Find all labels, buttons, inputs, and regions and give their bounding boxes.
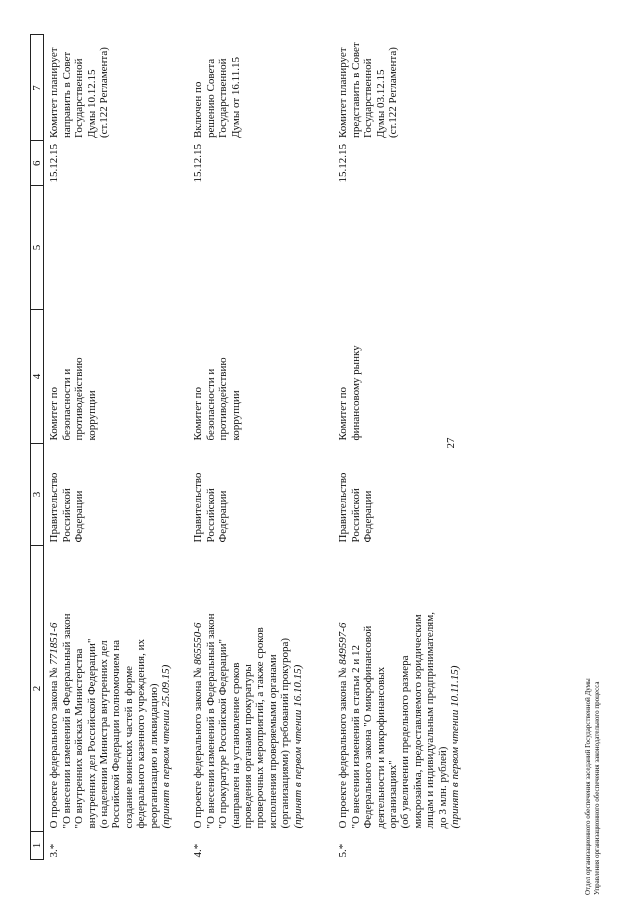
column-header: 7: [31, 35, 44, 141]
note-line: Включен по: [192, 81, 205, 138]
bill-number: 865550-6: [192, 622, 205, 665]
desc-line: "О внесении изменений в Федеральный закон: [60, 613, 73, 829]
committee-line: коррупции: [85, 390, 98, 441]
committee-line: безопасности и: [60, 368, 73, 441]
column-header: 1: [31, 832, 44, 860]
subject-cell: [188, 444, 333, 546]
committee-line: безопасности и: [204, 368, 217, 441]
column5-cell: [44, 186, 189, 310]
desc-line: лицам и индивидуальным предпринимателям,: [424, 612, 437, 829]
note-line: представить в Совет: [349, 42, 362, 138]
column-header: 2: [31, 546, 44, 832]
committee-line: финансовому рынку: [349, 345, 362, 441]
date-cell: 15.12.15: [48, 144, 61, 183]
desc-line: реорганизацию и ликвидацию): [147, 683, 160, 829]
bill-title-prefix: О проекте федерального закона №: [192, 667, 205, 829]
desc-line: проведения органами прокуратуры: [242, 664, 255, 829]
subject-line: Правительство: [337, 472, 350, 543]
table-row: [188, 35, 333, 860]
header-row: [31, 35, 44, 860]
bill-title-prefix: О проекте федерального закона №: [48, 667, 61, 829]
subject-line: Российской: [349, 488, 362, 543]
table-row: [44, 35, 189, 860]
column-header: 4: [31, 310, 44, 444]
column5-cell: [188, 186, 333, 310]
subject-cell: [333, 444, 477, 546]
desc-line: федерального казенного учреждения, их: [135, 639, 148, 829]
desc-line: "О внутренних войсках Министерства: [73, 648, 86, 829]
desc-line: до 3 млн. рублей): [436, 746, 449, 829]
date-cell: 15.12.15: [192, 144, 205, 183]
desc-line: исполнения проверяемыми органами: [266, 654, 279, 829]
desc-line: создание воинских частей в форме: [122, 665, 135, 829]
table-row: [333, 35, 477, 860]
footer-line: Управления организационного обеспечения законодательного процесса: [593, 681, 601, 895]
column-header: 3: [31, 444, 44, 546]
subject-line: Российской: [60, 488, 73, 543]
date-cell: 15.12.15: [337, 144, 350, 183]
committee-line: Комитет по: [192, 386, 205, 441]
note-line: Думы 03.12.15: [374, 69, 387, 138]
desc-line: организациях": [387, 760, 400, 829]
bill-description: [333, 546, 477, 832]
subject-line: Правительство: [192, 472, 205, 543]
desc-line: "О внесении изменений в Федеральный закон: [204, 613, 217, 829]
desc-line: (об увеличении предельного размера: [399, 655, 412, 829]
note-line: (ст.122 Регламента): [387, 47, 400, 138]
committee-line: противодействию: [73, 357, 86, 441]
committee-cell: [188, 310, 333, 444]
column5-cell: [333, 186, 477, 310]
desc-line: "О внесении изменений в статьи 2 и 12: [349, 644, 362, 829]
row-number: 4.*: [192, 843, 205, 858]
footer-line: Отдел организационного обеспечения заседаний Государственной Думы: [584, 678, 592, 895]
subject-line: Федерации: [362, 490, 375, 543]
row-number: 5.*: [337, 843, 350, 858]
subject-cell: [44, 444, 189, 546]
bill-status: (принят в первом чтении 16.10.15): [291, 664, 304, 829]
note-line: Государственной: [217, 58, 230, 138]
column-header: 6: [31, 141, 44, 186]
note-cell: [333, 35, 477, 141]
note-line: Комитет планирует: [337, 47, 350, 138]
note-line: направить в Совет: [60, 51, 73, 138]
subject-line: Федерации: [217, 490, 230, 543]
bill-number: 849597-6: [337, 622, 350, 665]
note-line: Государственной: [362, 58, 375, 138]
desc-line: Российской Федерации полномочием на: [110, 639, 123, 829]
committee-line: коррупции: [229, 390, 242, 441]
bill-description: [44, 546, 189, 832]
bills-table: [30, 35, 477, 861]
subject-line: Федерации: [73, 490, 86, 543]
desc-line: деятельности и микрофинансовых: [374, 666, 387, 829]
subject-line: Правительство: [48, 472, 61, 543]
desc-line: "О прокуратуре Российской Федерации": [217, 638, 230, 829]
column-header: 5: [31, 186, 44, 310]
committee-cell: [333, 310, 477, 444]
bill-number: 771851-6: [48, 622, 61, 665]
committee-line: Комитет по: [337, 386, 350, 441]
bill-status: (принят в первом чтении 25.09.15): [160, 664, 173, 829]
committee-line: Комитет по: [48, 386, 61, 441]
page-number: 27: [445, 437, 457, 449]
desc-line: (о наделении Министра внутренних дел: [98, 640, 111, 829]
note-cell: [188, 35, 333, 141]
bill-title-prefix: О проекте федерального закона №: [337, 667, 350, 829]
desc-line: проверочных мероприятий, а также сроков: [254, 627, 267, 829]
note-line: Государственной: [73, 58, 86, 138]
note-line: (ст.122 Регламента): [98, 47, 111, 138]
desc-line: микрозайма, предоставляемого юридическим: [411, 614, 424, 829]
note-line: решению Совета: [204, 58, 217, 138]
committee-cell: [44, 310, 189, 444]
footer: [584, 678, 602, 895]
desc-line: Федерального закона "О микрофинансовой: [362, 625, 375, 829]
row-number: 3.*: [48, 843, 61, 858]
note-line: Думы 10.12.15: [85, 69, 98, 138]
desc-line: (организациями) требований прокурора): [279, 637, 292, 829]
bill-description: [188, 546, 333, 832]
desc-line: внутренних дел Российской Федерации": [85, 638, 98, 829]
desc-line: (направлен на установление сроков: [229, 662, 242, 829]
subject-line: Российской: [204, 488, 217, 543]
committee-line: противодействию: [217, 357, 230, 441]
note-cell: [44, 35, 189, 141]
note-line: Думы от 16.11.15: [229, 57, 242, 138]
bill-status: (принят в первом чтении 10.11.15): [449, 665, 462, 829]
note-line: Комитет планирует: [48, 47, 61, 138]
